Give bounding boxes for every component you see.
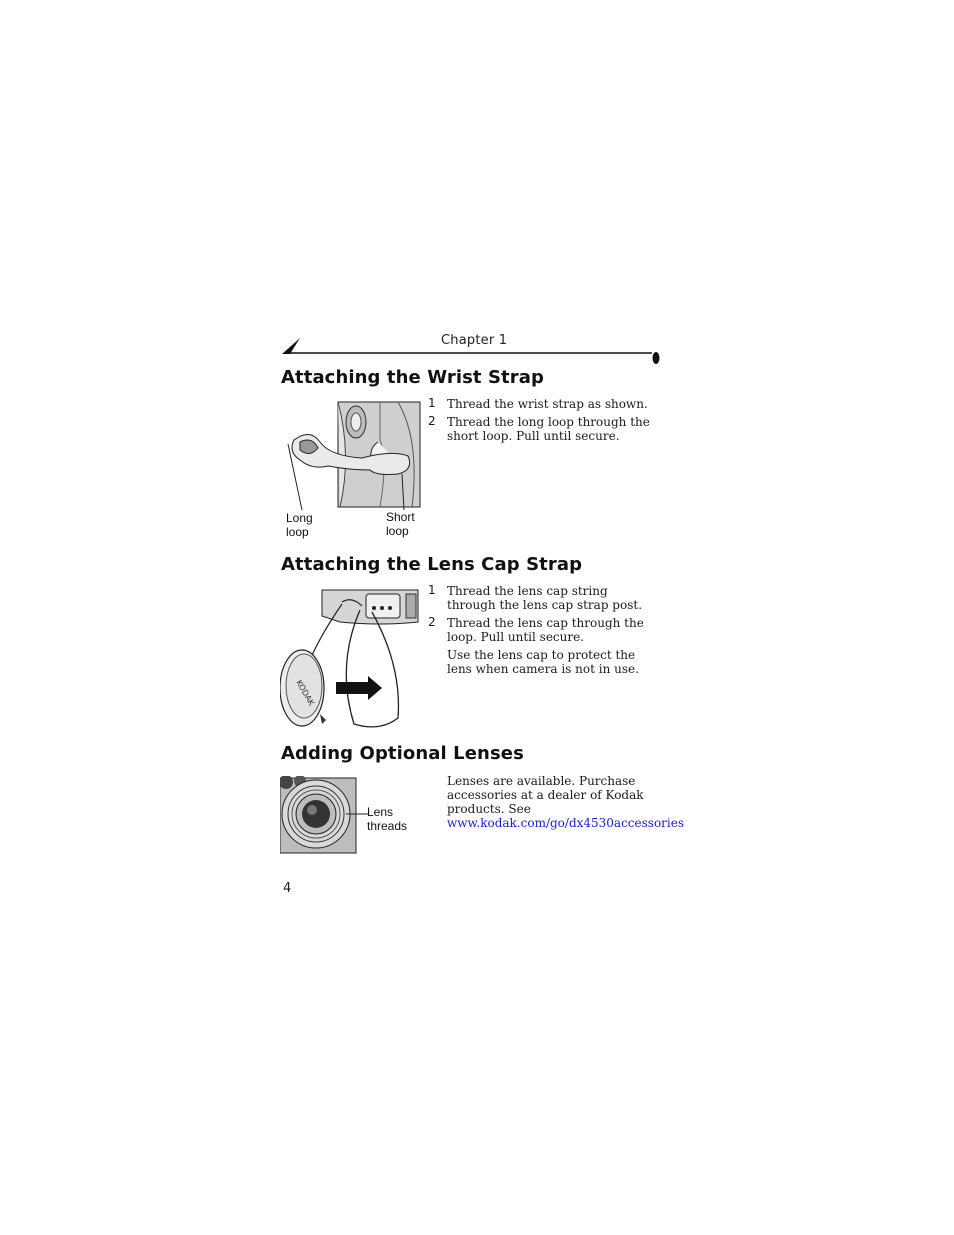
step-text: Thread the lens cap through the loop. Pull until secure. [447,616,644,644]
lens-threads-illustration [280,776,370,856]
step-number: 1 [428,396,436,410]
page-number: 4 [283,881,292,896]
step-text: Thread the long loop through the short loop. Pull until secure. [447,415,650,443]
wrist-strap-illustration [280,400,425,510]
step-text: Thread the wrist strap as shown. [447,397,648,411]
step-number: 2 [428,414,436,428]
accessories-link[interactable]: www.kodak.com/go/dx4530accessories [447,816,684,830]
lenses-text: Lenses are available. Purchase accessories at a dealer of Kodak products. See [447,774,644,816]
section-title-optional-lenses: Adding Optional Lenses [281,743,524,764]
svg-text:KODAK: KODAK [294,678,316,708]
step-text: Thread the lens cap string through the lens cap strap post. [447,584,643,612]
callout-long-loop: Long loop [286,511,313,539]
step-number: 1 [428,583,436,597]
callout-short-loop: Short loop [386,510,415,538]
step-number: 2 [428,615,436,629]
lenses-description [447,774,684,830]
lenscap-note: Use the lens cap to protect the lens when camera is not in use. [447,648,639,676]
chapter-label: Chapter 1 [441,333,508,348]
section-title-lens-cap-strap: Attaching the Lens Cap Strap [281,554,583,575]
lens-cap-strap-illustration [280,586,425,736]
header-rule [280,336,665,368]
callout-lens-threads: Lens threads [367,805,408,833]
section-title-wrist-strap: Attaching the Wrist Strap [281,367,544,388]
